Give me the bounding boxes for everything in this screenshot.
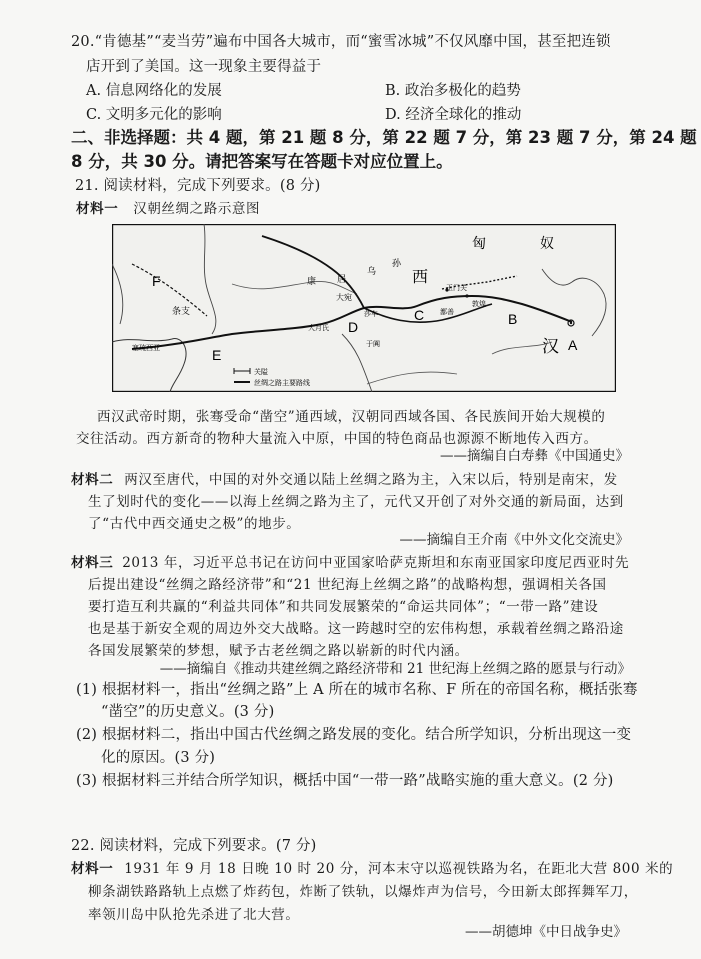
- q20-option-a: A. 信息网络化的发展: [86, 83, 222, 99]
- map-label-yumenguan: 玉门关: [446, 284, 467, 292]
- map-letter-a: A: [568, 337, 578, 353]
- q22-m1-text-line3: 率领川岛中队抢先杀进了北大营。: [88, 907, 300, 923]
- q20-stem-line1: 20.“肯德基”“麦当劳”遍布中国各大城市，而“蜜雪冰城”不仅风靡中国，甚至把连锁: [71, 34, 611, 50]
- map-letter-e: E: [212, 347, 222, 363]
- q22-m1-text-line2: 柳条湖铁路路轨上点燃了炸药包，炸断了铁轨，以爆炸声为信号，今田新太郎挥舞军刀，: [88, 884, 638, 900]
- map-label-yutian: 于阗: [366, 340, 380, 348]
- q21-m3-source: ——摘编自《推动共建丝绸之路经济带和 21 世纪海上丝绸之路的愿景与行动》: [159, 661, 631, 677]
- q21-material1-label: 材料一: [76, 201, 119, 217]
- q22-m1-source: ——胡德坤《中日战争史》: [465, 924, 627, 940]
- q21-m3-text-line2: 后提出建设“丝绸之路经济带”和“21 世纪海上丝绸之路”的战略构想，强调相关各国: [88, 577, 607, 593]
- map-label-tiaozhi: 条支: [172, 307, 191, 317]
- section2-heading-line1: 二、非选择题：共 4 题，第 21 题 8 分，第 22 题 7 分，第 23 题 7 分，第 24 题: [71, 128, 697, 147]
- map-label-sun: 孙: [392, 259, 402, 269]
- map-label-xi: 西: [412, 267, 429, 286]
- q21-sub2-line2: 化的原因。(3 分): [101, 750, 216, 766]
- map-label-taiqin: 塞琉西亚: [132, 344, 160, 352]
- q21-m2-text-line2: 生了划时代的变化——以海上丝绸之路为主了，元代又开创了对外交通的新局面，达到: [88, 494, 624, 510]
- map-label-yanqi: 鄯善: [440, 308, 454, 316]
- q21-m2-source: ——摘编自王介南《中外文化交流史》: [399, 532, 629, 548]
- silk-road-map: [112, 224, 616, 392]
- dunhuang-marker: [465, 294, 468, 297]
- q22-m1-text-line1: 1931 年 9 月 18 日晚 10 时 20 分，河本末守以巡视铁路为名，在距北大营 800 米的: [124, 861, 674, 877]
- map-letter-f: F: [152, 273, 161, 289]
- map-label-han: 汉: [542, 337, 559, 357]
- q21-m3-text-line5: 各国发展繁荣的梦想，赋予古老丝绸之路以崭新的时代内涵。: [88, 643, 469, 659]
- legend-pass-label: 关隘: [254, 368, 268, 376]
- map-label-kangju: 康: [307, 277, 317, 287]
- map-label-shache: 莎车: [364, 310, 378, 318]
- q21-sub3-line1: (3) 根据材料三并结合所学知识，概括中国“一带一路”战略实施的重大意义。(2 分): [76, 773, 614, 789]
- q21-m1-source: ——摘编自白寿彝《中国通史》: [440, 448, 629, 464]
- map-label-xiongnu1: 匈: [472, 236, 486, 252]
- map-label-ju: 居: [337, 275, 347, 285]
- q21-m2-text-line1: 两汉至唐代，中国的对外交通以陆上丝绸之路为主，入宋以后，特别是南宋，发: [124, 472, 618, 488]
- map-label-dunhuang: 敦煌: [472, 300, 486, 308]
- q21-sub1-line1: (1) 根据材料一，指出“丝绸之路”上 A 所在的城市名称、F 所在的帝国名称，概括张骞: [76, 682, 638, 698]
- q20-stem-line2: 店开到了美国。这一现象主要得益于: [86, 59, 322, 75]
- q22-material1-label: 材料一: [71, 861, 114, 877]
- q20-option-d: D. 经济全球化的推动: [385, 107, 522, 123]
- q22-title: 22. 阅读材料，完成下列要求。(7 分): [71, 838, 317, 854]
- q21-m1-text-line1: 西汉武帝时期，张骞受命“凿空”通西域，汉朝同西域各国、各民族间开始大规模的: [97, 409, 606, 425]
- map-label-xiongnu2: 奴: [540, 236, 554, 252]
- map-label-dayuezhi: 大月氏: [308, 324, 329, 332]
- q20-option-c: C. 文明多元化的影响: [86, 107, 222, 123]
- section2-heading-line2: 8 分，共 30 分。请把答案写在答题卡对应位置上。: [71, 152, 453, 171]
- map-label-wusun: 乌: [367, 267, 377, 277]
- q21-map-caption: 汉朝丝绸之路示意图: [133, 201, 261, 217]
- q21-m3-text-line3: 要打造互利共赢的“利益共同体”和共同发展繁荣的“命运共同体”；“一带一路”建设: [88, 599, 599, 615]
- changan-dot: [570, 322, 572, 324]
- map-label-dayuan: 大宛: [336, 293, 352, 302]
- q21-m3-text-line1: 2013 年，习近平总书记在访问中亚国家哈萨克斯坦和东南亚国家印度尼西亚时先: [122, 555, 630, 571]
- q21-material3-label: 材料三: [71, 555, 114, 571]
- map-letter-b: B: [508, 311, 518, 327]
- legend-route-label: 丝绸之路主要路线: [254, 379, 310, 387]
- q21-m1-text-line2: 交往活动。西方新奇的物种大量流入中原，中国的特色商品也源源不断地传入西方。: [76, 431, 598, 447]
- map-letter-d: D: [348, 319, 359, 335]
- q21-m2-text-line3: 了“古代中西交通史之极”的地步。: [88, 516, 301, 532]
- q20-option-b: B. 政治多极化的趋势: [385, 83, 521, 99]
- q21-sub2-line1: (2) 根据材料二，指出中国古代丝绸之路发展的变化。结合所学知识，分析出现这一变: [76, 727, 632, 743]
- q21-m3-text-line4: 也是基于新安全观的周边外交大战略。这一跨越时空的宏伟构想，承载着丝绸之路沿途: [88, 621, 624, 637]
- q21-title: 21. 阅读材料，完成下列要求。(8 分): [75, 178, 321, 194]
- q21-sub1-line2: “凿空”的历史意义。(3 分): [101, 704, 275, 720]
- q21-material2-label: 材料二: [71, 472, 114, 488]
- map-letter-c: C: [414, 307, 425, 323]
